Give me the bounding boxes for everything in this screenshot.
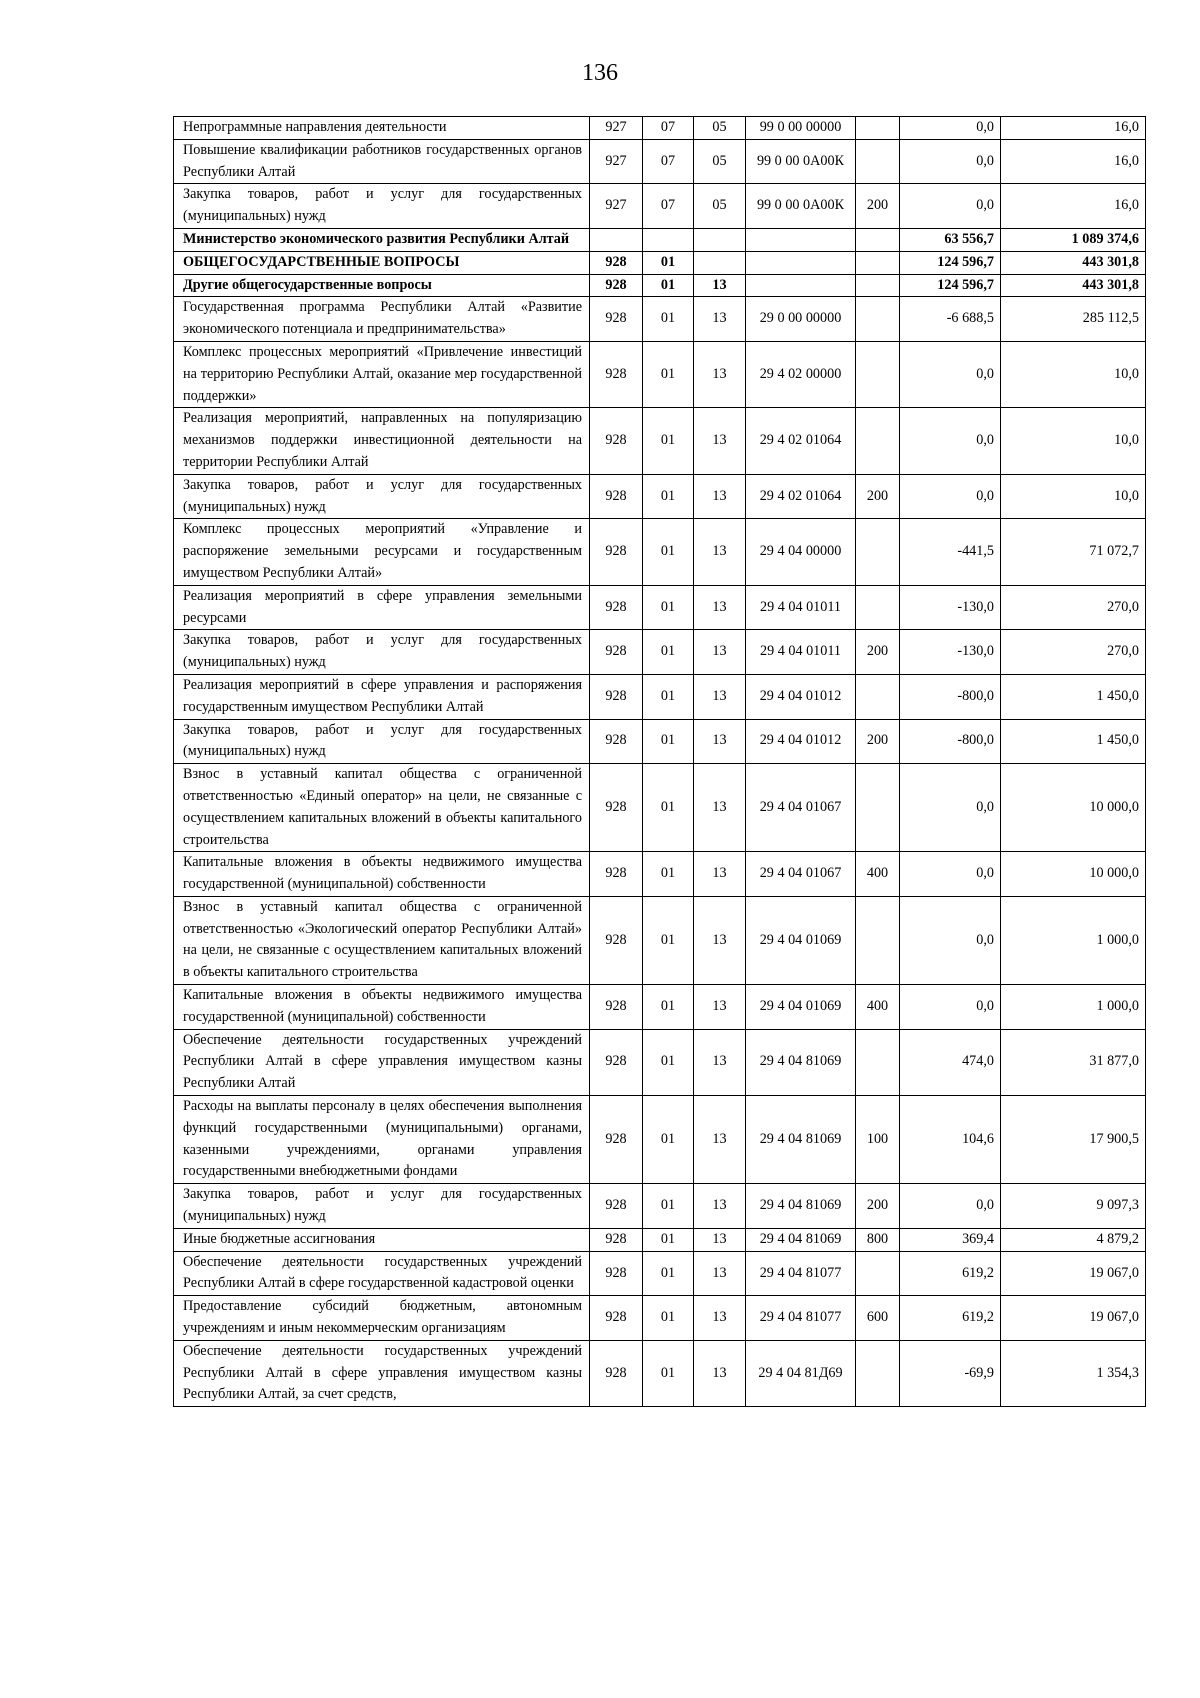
table-row	[174, 764, 1146, 852]
section-code-cell: 07	[643, 184, 694, 229]
subsection-code-cell: 13	[694, 474, 746, 519]
expense-type-cell	[856, 585, 900, 630]
section-code-cell: 01	[643, 474, 694, 519]
subsection-code-cell: 13	[694, 630, 746, 675]
section-code-cell: 01	[643, 297, 694, 342]
section-code-cell: 01	[643, 408, 694, 474]
expense-type-cell: 200	[856, 474, 900, 519]
amount-total-cell: 10 000,0	[1001, 764, 1146, 852]
subsection-code-cell: 13	[694, 1296, 746, 1341]
expense-type-cell	[856, 519, 900, 585]
subsection-code-cell: 13	[694, 585, 746, 630]
subsection-code-cell: 13	[694, 1029, 746, 1095]
amount-change-cell: 124 596,7	[900, 274, 1001, 297]
section-code-cell: 01	[643, 1184, 694, 1229]
row-name-cell: Обеспечение деятельности государственных учреждений Республики Алтай в сфере управления имуществом казны Республики Алтай, за счет средств,	[174, 1340, 590, 1406]
row-name-cell: Иные бюджетные ассигнования	[174, 1228, 590, 1251]
admin-code-cell: 928	[590, 408, 643, 474]
amount-change-cell: 124 596,7	[900, 251, 1001, 274]
target-article-cell: 29 4 04 81069	[746, 1029, 856, 1095]
table-row	[174, 1184, 1146, 1229]
target-article-cell: 29 4 04 81Д69	[746, 1340, 856, 1406]
row-name-cell: Капитальные вложения в объекты недвижимого имущества государственной (муниципальной) собственности	[174, 985, 590, 1030]
admin-code-cell: 928	[590, 1096, 643, 1184]
table-row	[174, 719, 1146, 764]
table-row	[174, 1096, 1146, 1184]
amount-total-cell: 1 000,0	[1001, 896, 1146, 984]
amount-change-cell: 63 556,7	[900, 228, 1001, 251]
table-row	[174, 852, 1146, 897]
admin-code-cell: 927	[590, 184, 643, 229]
table-row	[174, 117, 1146, 140]
target-article-cell: 29 4 04 01012	[746, 719, 856, 764]
amount-change-cell: 0,0	[900, 474, 1001, 519]
subsection-code-cell: 13	[694, 985, 746, 1030]
section-code-cell: 01	[643, 251, 694, 274]
row-name-cell: Непрограммные направления деятельности	[174, 117, 590, 140]
amount-change-cell: 0,0	[900, 852, 1001, 897]
admin-code-cell: 928	[590, 630, 643, 675]
admin-code-cell: 928	[590, 896, 643, 984]
amount-change-cell: 619,2	[900, 1296, 1001, 1341]
table-row	[174, 1228, 1146, 1251]
admin-code-cell: 928	[590, 1340, 643, 1406]
expense-type-cell: 800	[856, 1228, 900, 1251]
row-name-cell: Капитальные вложения в объекты недвижимого имущества государственной (муниципальной) собственности	[174, 852, 590, 897]
section-code-cell: 01	[643, 1096, 694, 1184]
admin-code-cell: 928	[590, 585, 643, 630]
table-row	[174, 1296, 1146, 1341]
target-article-cell: 29 4 04 81077	[746, 1251, 856, 1296]
amount-total-cell: 10,0	[1001, 341, 1146, 407]
expense-type-cell	[856, 1251, 900, 1296]
row-name-cell: Комплекс процессных мероприятий «Привлечение инвестиций на территорию Республики Алтай, оказание мер государственной поддержки»	[174, 341, 590, 407]
admin-code-cell: 928	[590, 1029, 643, 1095]
row-name-cell: Реализация мероприятий в сфере управления и распоряжения государственным имуществом Республики Алтай	[174, 674, 590, 719]
target-article-cell: 29 4 04 81069	[746, 1184, 856, 1229]
target-article-cell: 29 4 02 00000	[746, 341, 856, 407]
admin-code-cell: 928	[590, 251, 643, 274]
amount-total-cell: 10,0	[1001, 408, 1146, 474]
table-row	[174, 630, 1146, 675]
row-name-cell: Министерство экономического развития Республики Алтай	[174, 228, 590, 251]
section-code-cell: 01	[643, 1340, 694, 1406]
amount-change-cell: 474,0	[900, 1029, 1001, 1095]
table-row	[174, 896, 1146, 984]
amount-change-cell: 0,0	[900, 985, 1001, 1030]
amount-total-cell: 17 900,5	[1001, 1096, 1146, 1184]
expense-type-cell: 200	[856, 1184, 900, 1229]
amount-total-cell: 31 877,0	[1001, 1029, 1146, 1095]
section-code-cell: 01	[643, 985, 694, 1030]
expense-type-cell: 400	[856, 985, 900, 1030]
admin-code-cell: 928	[590, 674, 643, 719]
table-row	[174, 985, 1146, 1030]
target-article-cell: 29 4 04 01011	[746, 585, 856, 630]
table-row	[174, 474, 1146, 519]
target-article-cell: 29 4 04 81069	[746, 1228, 856, 1251]
expense-type-cell	[856, 251, 900, 274]
row-name-cell: Реализация мероприятий, направленных на популяризацию механизмов поддержки инвестиционной деятельности на территории Республики Алтай	[174, 408, 590, 474]
budget-table	[173, 116, 1146, 1407]
admin-code-cell: 928	[590, 985, 643, 1030]
subsection-code-cell: 05	[694, 139, 746, 184]
subsection-code-cell: 13	[694, 1184, 746, 1229]
expense-type-cell	[856, 896, 900, 984]
admin-code-cell: 928	[590, 274, 643, 297]
target-article-cell: 29 4 04 00000	[746, 519, 856, 585]
subsection-code-cell: 13	[694, 341, 746, 407]
amount-total-cell: 270,0	[1001, 630, 1146, 675]
amount-change-cell: -441,5	[900, 519, 1001, 585]
subsection-code-cell	[694, 228, 746, 251]
amount-total-cell: 16,0	[1001, 184, 1146, 229]
section-code-cell: 01	[643, 896, 694, 984]
target-article-cell: 29 4 04 01011	[746, 630, 856, 675]
table-row	[174, 1251, 1146, 1296]
table-row	[174, 251, 1146, 274]
amount-change-cell: 0,0	[900, 139, 1001, 184]
row-name-cell: Закупка товаров, работ и услуг для государственных (муниципальных) нужд	[174, 474, 590, 519]
table-row	[174, 674, 1146, 719]
table-row	[174, 274, 1146, 297]
amount-total-cell: 1 354,3	[1001, 1340, 1146, 1406]
admin-code-cell: 928	[590, 1296, 643, 1341]
amount-total-cell: 9 097,3	[1001, 1184, 1146, 1229]
admin-code-cell: 928	[590, 341, 643, 407]
subsection-code-cell: 13	[694, 674, 746, 719]
table-body	[174, 117, 1146, 1407]
amount-total-cell: 1 450,0	[1001, 719, 1146, 764]
section-code-cell: 01	[643, 341, 694, 407]
expense-type-cell: 200	[856, 719, 900, 764]
section-code-cell: 07	[643, 117, 694, 140]
expense-type-cell	[856, 341, 900, 407]
expense-type-cell	[856, 274, 900, 297]
table-row	[174, 297, 1146, 342]
target-article-cell: 29 0 00 00000	[746, 297, 856, 342]
subsection-code-cell: 13	[694, 764, 746, 852]
subsection-code-cell: 13	[694, 297, 746, 342]
amount-change-cell: -800,0	[900, 674, 1001, 719]
admin-code-cell	[590, 228, 643, 251]
subsection-code-cell: 05	[694, 117, 746, 140]
amount-change-cell: 0,0	[900, 341, 1001, 407]
row-name-cell: ОБЩЕГОСУДАРСТВЕННЫЕ ВОПРОСЫ	[174, 251, 590, 274]
section-code-cell: 01	[643, 585, 694, 630]
admin-code-cell: 928	[590, 1228, 643, 1251]
table-row	[174, 1340, 1146, 1406]
subsection-code-cell: 13	[694, 719, 746, 764]
row-name-cell: Государственная программа Республики Алтай «Развитие экономического потенциала и предпринимательства»	[174, 297, 590, 342]
subsection-code-cell: 05	[694, 184, 746, 229]
target-article-cell: 99 0 00 00000	[746, 117, 856, 140]
expense-type-cell: 600	[856, 1296, 900, 1341]
subsection-code-cell: 13	[694, 408, 746, 474]
amount-change-cell: -800,0	[900, 719, 1001, 764]
target-article-cell: 29 4 04 01069	[746, 985, 856, 1030]
target-article-cell: 29 4 04 01069	[746, 896, 856, 984]
amount-change-cell: 104,6	[900, 1096, 1001, 1184]
amount-change-cell: 0,0	[900, 764, 1001, 852]
admin-code-cell: 928	[590, 1251, 643, 1296]
page-number: 136	[582, 60, 618, 86]
subsection-code-cell: 13	[694, 1251, 746, 1296]
amount-change-cell: 0,0	[900, 896, 1001, 984]
section-code-cell: 01	[643, 719, 694, 764]
section-code-cell: 01	[643, 519, 694, 585]
subsection-code-cell: 13	[694, 1228, 746, 1251]
amount-total-cell: 71 072,7	[1001, 519, 1146, 585]
admin-code-cell: 927	[590, 117, 643, 140]
amount-change-cell: -69,9	[900, 1340, 1001, 1406]
expense-type-cell	[856, 1029, 900, 1095]
expense-type-cell	[856, 228, 900, 251]
target-article-cell	[746, 251, 856, 274]
amount-total-cell: 19 067,0	[1001, 1296, 1146, 1341]
target-article-cell: 99 0 00 0А00К	[746, 184, 856, 229]
section-code-cell	[643, 228, 694, 251]
expense-type-cell: 200	[856, 184, 900, 229]
table-row	[174, 519, 1146, 585]
admin-code-cell: 928	[590, 764, 643, 852]
section-code-cell: 01	[643, 1228, 694, 1251]
expense-type-cell: 400	[856, 852, 900, 897]
target-article-cell: 29 4 02 01064	[746, 474, 856, 519]
admin-code-cell: 928	[590, 719, 643, 764]
amount-total-cell: 270,0	[1001, 585, 1146, 630]
amount-change-cell: 0,0	[900, 117, 1001, 140]
section-code-cell: 01	[643, 1029, 694, 1095]
amount-total-cell: 1 089 374,6	[1001, 228, 1146, 251]
section-code-cell: 01	[643, 764, 694, 852]
expense-type-cell	[856, 117, 900, 140]
subsection-code-cell: 13	[694, 896, 746, 984]
amount-change-cell: -130,0	[900, 630, 1001, 675]
section-code-cell: 01	[643, 852, 694, 897]
row-name-cell: Комплекс процессных мероприятий «Управление и распоряжение земельными ресурсами и государственным имуществом Республики Алтай»	[174, 519, 590, 585]
target-article-cell: 29 4 04 81069	[746, 1096, 856, 1184]
section-code-cell: 01	[643, 274, 694, 297]
amount-change-cell: 619,2	[900, 1251, 1001, 1296]
expense-type-cell	[856, 1340, 900, 1406]
expense-type-cell: 200	[856, 630, 900, 675]
amount-total-cell: 16,0	[1001, 139, 1146, 184]
table-row	[174, 184, 1146, 229]
amount-total-cell: 4 879,2	[1001, 1228, 1146, 1251]
amount-total-cell: 1 450,0	[1001, 674, 1146, 719]
row-name-cell: Закупка товаров, работ и услуг для государственных (муниципальных) нужд	[174, 719, 590, 764]
row-name-cell: Обеспечение деятельности государственных учреждений Республики Алтай в сфере управления имуществом казны Республики Алтай	[174, 1029, 590, 1095]
row-name-cell: Закупка товаров, работ и услуг для государственных (муниципальных) нужд	[174, 630, 590, 675]
row-name-cell: Повышение квалификации работников государственных органов Республики Алтай	[174, 139, 590, 184]
amount-total-cell: 1 000,0	[1001, 985, 1146, 1030]
subsection-code-cell: 13	[694, 274, 746, 297]
table-row	[174, 341, 1146, 407]
table-row	[174, 139, 1146, 184]
row-name-cell: Закупка товаров, работ и услуг для государственных (муниципальных) нужд	[174, 1184, 590, 1229]
admin-code-cell: 928	[590, 519, 643, 585]
target-article-cell: 29 4 04 01067	[746, 764, 856, 852]
amount-total-cell: 10,0	[1001, 474, 1146, 519]
admin-code-cell: 927	[590, 139, 643, 184]
subsection-code-cell	[694, 251, 746, 274]
row-name-cell: Закупка товаров, работ и услуг для государственных (муниципальных) нужд	[174, 184, 590, 229]
table-row	[174, 408, 1146, 474]
amount-total-cell: 443 301,8	[1001, 274, 1146, 297]
section-code-cell: 07	[643, 139, 694, 184]
admin-code-cell: 928	[590, 297, 643, 342]
table-row	[174, 585, 1146, 630]
amount-total-cell: 16,0	[1001, 117, 1146, 140]
table-row	[174, 1029, 1146, 1095]
expense-type-cell: 100	[856, 1096, 900, 1184]
target-article-cell	[746, 228, 856, 251]
expense-type-cell	[856, 408, 900, 474]
section-code-cell: 01	[643, 1251, 694, 1296]
subsection-code-cell: 13	[694, 1340, 746, 1406]
amount-change-cell: 0,0	[900, 1184, 1001, 1229]
amount-change-cell: 369,4	[900, 1228, 1001, 1251]
expense-type-cell	[856, 297, 900, 342]
amount-total-cell: 10 000,0	[1001, 852, 1146, 897]
target-article-cell: 29 4 04 81077	[746, 1296, 856, 1341]
section-code-cell: 01	[643, 674, 694, 719]
subsection-code-cell: 13	[694, 1096, 746, 1184]
target-article-cell	[746, 274, 856, 297]
section-code-cell: 01	[643, 630, 694, 675]
section-code-cell: 01	[643, 1296, 694, 1341]
subsection-code-cell: 13	[694, 852, 746, 897]
amount-change-cell: -6 688,5	[900, 297, 1001, 342]
amount-total-cell: 443 301,8	[1001, 251, 1146, 274]
row-name-cell: Другие общегосударственные вопросы	[174, 274, 590, 297]
amount-total-cell: 19 067,0	[1001, 1251, 1146, 1296]
row-name-cell: Взнос в уставный капитал общества с ограниченной ответственностью «Единый оператор» на цели, не связанные с осуществлением капитальных вложений в объекты капитального строительства	[174, 764, 590, 852]
amount-change-cell: 0,0	[900, 408, 1001, 474]
amount-change-cell: -130,0	[900, 585, 1001, 630]
target-article-cell: 99 0 00 0А00К	[746, 139, 856, 184]
expense-type-cell	[856, 674, 900, 719]
expense-type-cell	[856, 764, 900, 852]
row-name-cell: Взнос в уставный капитал общества с ограниченной ответственностью «Экологический оператор Республики Алтай» на цели, не связанные с осуществлением капитальных вложений в объекты капитального строительства	[174, 896, 590, 984]
admin-code-cell: 928	[590, 474, 643, 519]
subsection-code-cell: 13	[694, 519, 746, 585]
row-name-cell: Расходы на выплаты персоналу в целях обеспечения выполнения функций государственными (муниципальными) органами, казенными учреждениями, органами управления государственными внебюджетными фондами	[174, 1096, 590, 1184]
target-article-cell: 29 4 02 01064	[746, 408, 856, 474]
row-name-cell: Обеспечение деятельности государственных учреждений Республики Алтай в сфере государственной кадастровой оценки	[174, 1251, 590, 1296]
amount-change-cell: 0,0	[900, 184, 1001, 229]
row-name-cell: Предоставление субсидий бюджетным, автономным учреждениям и иным некоммерческим организациям	[174, 1296, 590, 1341]
target-article-cell: 29 4 04 01067	[746, 852, 856, 897]
amount-total-cell: 285 112,5	[1001, 297, 1146, 342]
admin-code-cell: 928	[590, 852, 643, 897]
admin-code-cell: 928	[590, 1184, 643, 1229]
target-article-cell: 29 4 04 01012	[746, 674, 856, 719]
expense-type-cell	[856, 139, 900, 184]
table-row	[174, 228, 1146, 251]
row-name-cell: Реализация мероприятий в сфере управления земельными ресурсами	[174, 585, 590, 630]
